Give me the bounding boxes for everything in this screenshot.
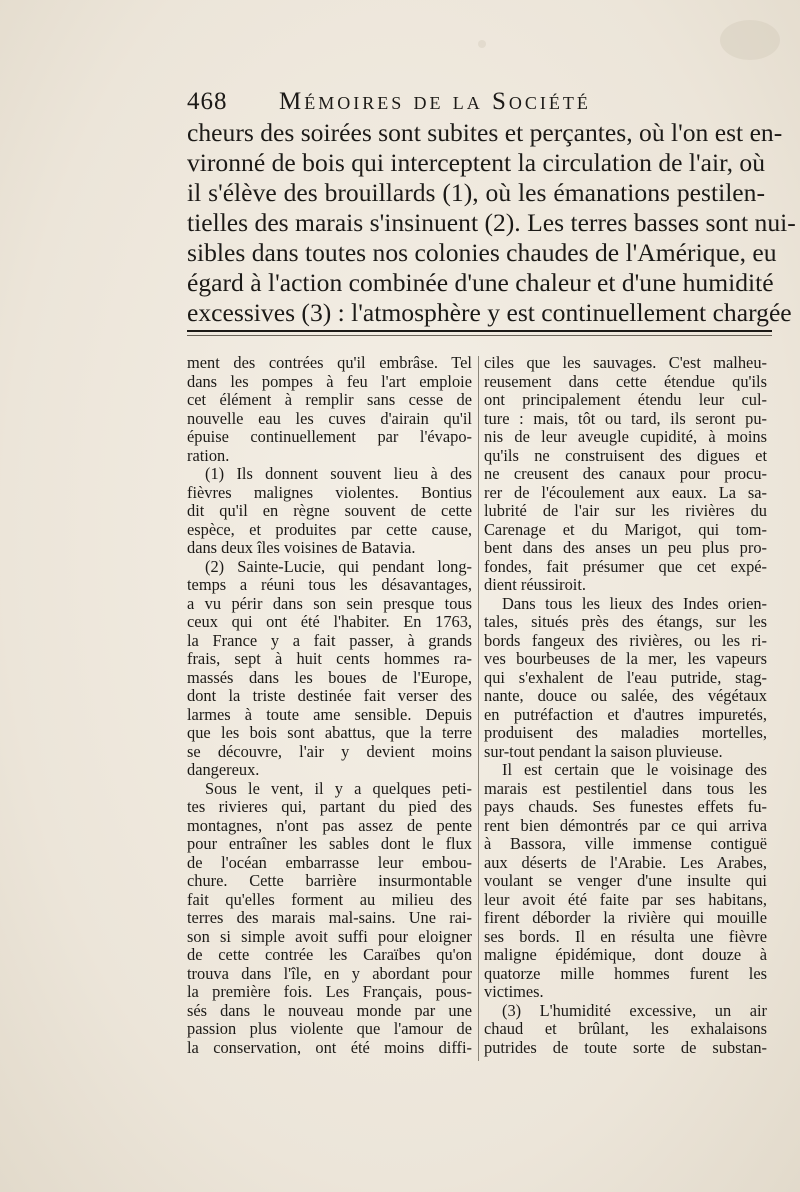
footnote-line: rent bien démontrés par ce qui arriva xyxy=(484,815,767,835)
footnote-line: ture : mais, tôt ou tard, ils seront pu- xyxy=(484,408,767,428)
footnote-line: temps a réuni tous les désavantages, xyxy=(187,575,472,594)
ink-spot xyxy=(478,40,486,48)
footnote-line: tales, situés près des étangs, sur les xyxy=(484,612,767,631)
footnote-line: dont la triste destinée fait verser des xyxy=(187,686,472,705)
text-line: sibles dans toutes nos colonies chaudes de l'Amérique, eu xyxy=(187,238,777,267)
footnote-line: voulant se venger d'une insulte qui xyxy=(484,871,767,890)
text-line: égard à l'action combinée d'une chaleur et d'une humidité xyxy=(187,268,774,297)
footnote-line: larmes à toute ame sensible. Depuis xyxy=(187,704,472,724)
footnote-line: de cette contrée les Caraïbes qu'on xyxy=(187,945,472,964)
column-divider xyxy=(478,356,479,1061)
footnote-line: espèce, et produites par cette cause, xyxy=(187,519,472,539)
footnote-line: reusement dans cette étendue qu'ils xyxy=(484,371,767,391)
text-line: vironné de bois qui interceptent la circulation de l'air, où xyxy=(187,148,765,177)
footnote-line: se découvre, l'air y devient moins xyxy=(187,741,472,761)
footnote-line: (3) L'humidité excessive, un air xyxy=(502,1000,767,1020)
footnote-line: quatorze mille hommes furent les xyxy=(484,963,767,983)
footnote-line: passion plus violente que l'amour de xyxy=(187,1019,472,1038)
footnote-rule xyxy=(187,330,772,332)
text-line: tielles des marais s'insinuent (2). Les terres basses sont nui- xyxy=(187,208,796,237)
footnote-line: cet élément à remplir sans cesse de xyxy=(187,390,472,409)
footnote-line: ont principalement étendu leur cul- xyxy=(484,390,767,409)
footnote-line: fait qu'elles forment au milieu des xyxy=(187,889,472,909)
footnote-line: Carenage et du Marigot, qui tom- xyxy=(484,519,767,539)
footnote-line: marais est pestilentiel dans tous les xyxy=(484,778,767,798)
text-line: cheurs des soirées sont subites et perçantes, où l'on est en- xyxy=(187,118,783,147)
footnote-line: produisent des maladies mortelles, xyxy=(484,723,767,742)
footnote-line: victimes. xyxy=(484,982,544,1001)
footnote-line: chaud et brûlant, les exhalaisons xyxy=(484,1019,767,1038)
footnote-line: fondes, fait présumer que cet expé- xyxy=(484,556,767,576)
footnote-line: de l'océan embarrasse leur embou- xyxy=(187,852,472,872)
footnote-line: ves bourbeuses de la mer, les vapeurs xyxy=(484,649,767,668)
footnote-line: leur avoit été faite par ses habitans, xyxy=(484,889,767,909)
footnote-line: bent dans des anses un peu plus pro- xyxy=(484,538,767,557)
footnote-line: putrides de toute sorte de substan- xyxy=(484,1037,767,1057)
footnote-line: firent déborder la rivière qui mouille xyxy=(484,908,767,927)
footnote-line: lubrité de l'air sur les rivières du xyxy=(484,501,767,520)
footnote-line: Il est certain que le voisinage des xyxy=(502,760,767,779)
footnote-line: tes rivieres qui, partant du pied des xyxy=(187,797,472,816)
footnote-line: fièvres malignes violentes. Bontius xyxy=(187,482,472,502)
footnote-line: ceux qui ont été l'habiter. En 1763, xyxy=(187,612,472,631)
footnote-line: nis de leur aveugle cupidité, à moins xyxy=(484,427,767,446)
left-column xyxy=(187,354,472,1057)
text-line: il s'élève des brouillards (1), où les émanations pestilen- xyxy=(187,178,765,207)
paper-stain xyxy=(720,20,780,60)
footnote-line: que les bois sont abattus, que la terre xyxy=(187,723,472,742)
footnote-line: nouvelle eau les cuves d'airain qu'il xyxy=(187,408,472,428)
running-title: Mémoires de la Société xyxy=(279,88,591,115)
footnote-line: montagnes, n'ont pas assez de pente xyxy=(187,815,472,835)
footnote-line: Dans tous les lieux des Indes orien- xyxy=(502,593,767,613)
footnote-line: (1) Ils donnent souvent lieu à des xyxy=(205,464,472,483)
footnote-line: ment des contrées qu'il embrâse. Tel xyxy=(187,353,472,372)
footnote-line: dans les pompes à feu l'art emploie xyxy=(187,371,472,391)
text-line: excessives (3) : l'atmosphère y est continuellement chargée xyxy=(187,298,792,327)
footnote-line: chure. Cette barrière insurmontable xyxy=(187,871,472,890)
footnote-line: dit qu'il en règne souvent de cette xyxy=(187,501,472,520)
footnote-line: Sous le vent, il y a quelques peti- xyxy=(205,778,472,798)
footnote-line: à Bassora, ville immense contiguë xyxy=(484,834,767,853)
footnote-line: la conservation, ont été moins diffi- xyxy=(187,1037,472,1057)
footnote-line: trouva dans l'île, en y abordant pour xyxy=(187,963,472,983)
footnote-line: la première fois. Les Français, pous- xyxy=(187,982,472,1001)
footnote-line: rer de l'écoulement aux eaux. La sa- xyxy=(484,482,767,502)
footnote-line: son si simple avoit suffi pour eloigner xyxy=(187,926,472,946)
footnote-line: épuise continuellement par l'évapo- xyxy=(187,427,472,446)
footnote-line: aux déserts de l'Arabie. Les Arabes, xyxy=(484,852,767,872)
footnote-line: ciles que les sauvages. C'est malheu- xyxy=(484,353,767,372)
footnote-line: dient réussiroit. xyxy=(484,575,586,594)
footnote-line: ne creusent des canaux pour procu- xyxy=(484,464,767,483)
footnote-line: (2) Sainte-Lucie, qui pendant long- xyxy=(205,556,472,576)
footnote-line: pour entraîner les sables dont le flux xyxy=(187,834,472,853)
footnote-line: nante, douce ou salée, des végétaux xyxy=(484,686,767,705)
footnote-line: en putréfaction et d'autres impuretés, xyxy=(484,704,767,724)
footnote-line: sés dans le nouveau monde par une xyxy=(187,1000,472,1020)
footnote-line: maligne épidémique, dont douze à xyxy=(484,945,767,964)
footnote-line: sur-tout pendant la saison pluvieuse. xyxy=(484,741,723,761)
footnote-line: terres des marais mal-sains. Une rai- xyxy=(187,908,472,927)
footnote-line: dans deux îles voisines de Batavia. xyxy=(187,538,416,557)
footnote-line: ses bords. Il en résulta une fièvre xyxy=(484,926,767,946)
footnote-line: pays chauds. Ses funestes effets fu- xyxy=(484,797,767,816)
main-text-block xyxy=(187,118,796,328)
footnote-line: a vu périr dans son sein presque tous xyxy=(187,593,472,613)
footnote-line: massés dans les boues de l'Europe, xyxy=(187,667,472,687)
footnote-line: frais, sept à huit cents hommes ra- xyxy=(187,649,472,668)
right-column xyxy=(484,354,767,1057)
footnote-line: la France y a fait passer, à grands xyxy=(187,630,472,650)
running-header xyxy=(187,88,707,116)
footnote-line: qu'ils ne construisent des digues et xyxy=(484,445,767,465)
footnote-line: qui s'exhalent de l'eau putride, stag- xyxy=(484,667,767,687)
footnote-line: ration. xyxy=(187,445,230,465)
footnote-rule-thin xyxy=(187,335,772,336)
footnote-line: bords fangeux des rivières, ou les ri- xyxy=(484,630,767,650)
footnote-line: dangereux. xyxy=(187,760,260,779)
page-number: 468 xyxy=(187,88,228,115)
